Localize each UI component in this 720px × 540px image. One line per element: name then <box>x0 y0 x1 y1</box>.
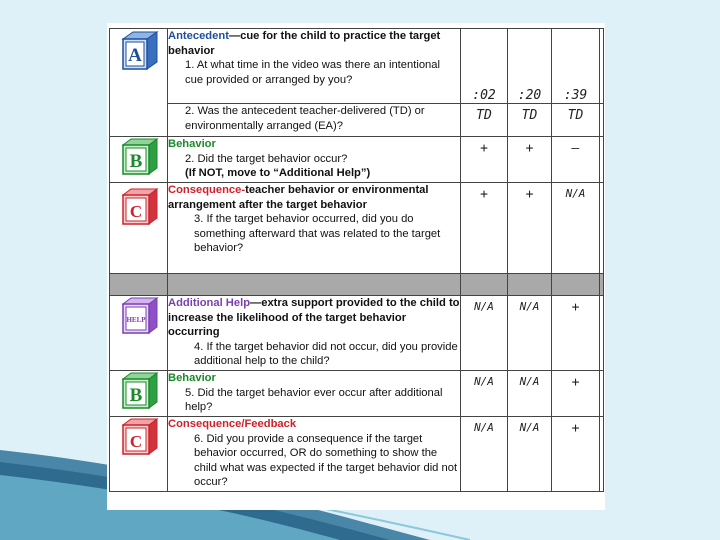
block-a-icon <box>110 29 168 137</box>
svg-text:A: A <box>127 45 142 66</box>
behavior-heading-1: Behavior <box>168 138 216 150</box>
c1-answer-1: + <box>480 187 488 202</box>
c1-answer-2: + <box>525 187 534 202</box>
c2-answer-2: N/A <box>519 421 540 434</box>
q1-answer-1: :02 <box>472 88 496 103</box>
antecedent-heading: Antecedent <box>168 30 229 42</box>
question-2b: 2. Did the target behavior occur? <box>185 152 348 165</box>
b1-answer-2: + <box>525 141 534 156</box>
additional-help-heading: Additional Help <box>168 297 251 309</box>
h-answer-2: N/A <box>519 300 540 313</box>
c2-answer-3: + <box>571 421 580 436</box>
q1-answer-2: :20 <box>517 88 542 103</box>
behavior-description-2 <box>168 371 461 417</box>
consequence-heading-2: Consequence/Feedback <box>168 418 297 430</box>
block-b-icon <box>110 137 168 183</box>
block-c-icon <box>110 183 168 274</box>
consequence-heading-1: Consequence- <box>168 184 246 196</box>
additional-help-description: Additional Help—extra support provided to the child to increase the likelihood of the target behavior occurring 4. If the target behavior did not occur, did you provide additional help to the child? <box>168 296 461 371</box>
question-4: 4. If the target behavior did not occur, did you provide additional help to the child? <box>194 340 458 368</box>
question-3: 3. If the target behavior occurred, did you do something afterward that was related to the target behavior? <box>194 213 441 255</box>
b2-answer-2: N/A <box>519 375 540 388</box>
c1-answer-3: N/A <box>565 187 586 200</box>
behavior-description-1 <box>168 137 461 183</box>
svg-text:HELP: HELP <box>125 316 146 324</box>
consequence-row-2 <box>110 417 604 492</box>
question-2: 2. Was the antecedent teacher-delivered (TD) or environmentally arranged (EA)? <box>185 105 425 132</box>
consequence-description-1: Consequence-teacher behavior or environmental arrangement after the target behavior 3. If the target behavior occurred, did you do something afterward that was related to the target behavior? <box>168 183 461 274</box>
checklist-document <box>107 23 605 510</box>
antecedent-row-2 <box>110 104 604 137</box>
h-answer-3: + <box>571 300 580 315</box>
question-5: 5. Did the target behavior ever occur after additional help? <box>185 386 443 414</box>
h-answer-1: N/A <box>474 300 494 313</box>
consequence-row-1 <box>110 183 604 274</box>
q2-answer-3: TD <box>567 108 584 123</box>
q2-answer-1: TD <box>476 108 492 123</box>
q1-answer-3: :39 <box>563 88 588 103</box>
question-2-cell <box>168 104 461 137</box>
q2-answer-2: TD <box>521 108 538 123</box>
b1-answer-1: + <box>480 141 488 156</box>
b2-answer-3: + <box>571 375 580 390</box>
svg-text:C: C <box>129 202 142 221</box>
svg-text:C: C <box>129 432 142 451</box>
question-6: 6. Did you provide a consequence if the target behavior occurred, OR do something to show the child what was expected if the target behavior did not occur? <box>194 432 458 489</box>
b1-answer-3: – <box>571 141 580 156</box>
antecedent-row <box>110 29 604 104</box>
behavior-row-1 <box>110 137 604 183</box>
block-b-icon-2 <box>110 371 168 417</box>
b2-answer-1: N/A <box>474 375 494 388</box>
svg-text:B: B <box>129 151 142 172</box>
consequence-description-2 <box>168 417 461 492</box>
behavior-note: (If NOT, move to “Additional Help”) <box>185 167 371 180</box>
behavior-row-2 <box>110 371 604 417</box>
block-help-icon <box>110 296 168 371</box>
block-c-icon-2 <box>110 417 168 492</box>
c2-answer-1: N/A <box>474 421 494 434</box>
svg-text:B: B <box>129 385 142 406</box>
question-1: 1. At what time in the video was there an intentional cue provided or arranged by you? <box>185 59 440 86</box>
additional-help-row <box>110 296 604 371</box>
checklist-table <box>109 28 604 492</box>
section-divider <box>110 274 604 296</box>
behavior-heading-2: Behavior <box>168 372 216 384</box>
antecedent-description: Antecedent—cue for the child to practice the target behavior 1. At what time in the video was there an intentional cue provided or arranged by you? <box>168 29 461 104</box>
